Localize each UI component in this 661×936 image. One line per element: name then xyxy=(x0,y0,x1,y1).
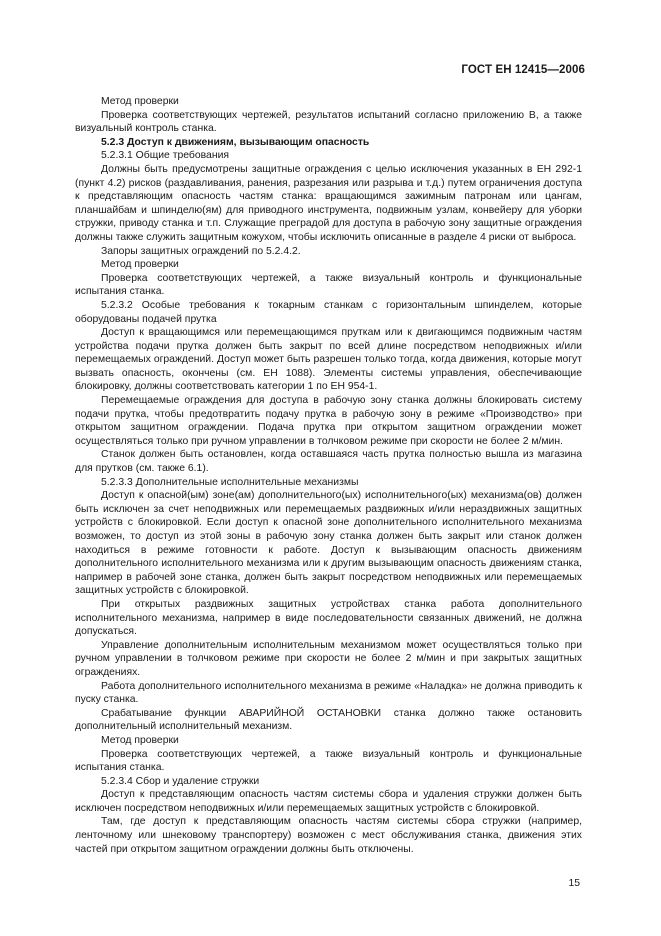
paragraph-p01: Метод проверки xyxy=(101,96,179,107)
paragraph-p07: Метод проверки xyxy=(101,259,179,271)
paragraph-p11: Перемещаемые ограждения для доступа в рабочую зону станка должны блокировать систему подачи прутка, чтобы предотвратить подачу прутка в рабочую зону в режиме «Производство» при открытом защитном ограждении. Подача прутка при открытом защитном ограждении может осуществляться только при ручном управлении в толчковом режиме при скорости не более 2 м/мин. xyxy=(75,395,582,447)
paragraph-p06: Запоры защитных ограждений по 5.2.4.2. xyxy=(101,245,301,257)
document-body xyxy=(75,95,582,856)
page-header-standard: ГОСТ ЕН 12415—2006 xyxy=(461,64,585,76)
paragraph-p22: Доступ к представляющим опасность частям системы сбора и удаления стружки должен быть исключен посредством неподвижных и/или перемещаемых защитных устройств с блокировкой. xyxy=(75,789,582,814)
paragraph-p12: Станок должен быть остановлен, когда оставшаяся часть прутка полностью вышла из магазина для прутков (см. также 6.1). xyxy=(75,449,582,475)
paragraph-p18: Срабатывание функции АВАРИЙНОЙ ОСТАНОВКИ станка должно также остановить дополнительный исполнительный механизм. xyxy=(75,707,582,733)
paragraph-p13: 5.2.3.3 Дополнительные исполнительные механизмы xyxy=(101,476,359,488)
paragraph-p14: Доступ к опасной(ым) зоне(ам) дополнительного(ых) исполнительного(ых) механизма(ов) должен быть исключен за счет неподвижных или перемещаемых раздвижных и/или нераздвижных защитных устройств с блокировкой. Если доступ к опасной зоне дополнительного исполнительного механизма возможен, то доступ из этой зоны в рабочую зону станка должен быть закрыт или станок должен находиться в режиме готовности к работе. Доступ к вызывающим опасность движениям дополнительного исполнительного механизма или к другим вызывающим опасность движениям станка, например в рабочей зоне станка, должен быть закрыт посредством неподвижных или перемещаемых защитных устройств с блокировкой. xyxy=(75,490,582,597)
paragraph-p08: Проверка соответствующих чертежей, а также визуальный контроль и функциональные испытания станка. xyxy=(75,272,582,298)
paragraph-p20: Проверка соответствующих чертежей, а также визуальный контроль и функциональные испытания станка. xyxy=(75,748,582,774)
page-number: 15 xyxy=(568,878,580,889)
paragraph-p19: Метод проверки xyxy=(101,734,179,746)
paragraph-p23: Там, где доступ к представляющим опасность частям системы сбора стружки (например, ленточному или шнековому транспортеру) возможен с мест обслуживания станка, движения этих частей при открытом защитном ограждении должны быть отключены. xyxy=(75,816,582,855)
paragraph-p10: Доступ к вращающимся или перемещающимся пруткам или к двигающимся подвижным частям устройства подачи прутка должен быть закрыт по всей длине посредством неподвижных и/или перемещаемых ограждений. Доступ может быть разрешен только тогда, когда движения, которые могут вызвать опасность, окончены (см. ЕН 1088). Элементы системы управления, обеспечивающие блокировку, должны соответствовать категории 1 по ЕН 954-1. xyxy=(75,327,582,393)
paragraph-p17: Работа дополнительного исполнительного механизма в режиме «Наладка» не должна приводить к пуску станка. xyxy=(75,680,582,706)
paragraph-p05: Должны быть предусмотрены защитные ограждения с целью исключения указанных в ЕН 292-1 (пункт 4.2) рисков (раздавливания, ранения, разрезания или разрыва и т.д.) путем ограничения доступа к представляющим опасность частям станка: вращающимся зажимным патронам или цангам, планшайбам и шпинделю(ям) для приводного инструмента, подвижным узлам, конвейеру для уборки стружки, приводу станка и т.п. Служащие преградой для доступа в рабочую зону защитные ограждения должны также служить защитным кожухом, чтобы исключить описанные в разделе 4 риски от выброса. xyxy=(75,163,582,243)
paragraph-p09: 5.2.3.2 Особые требования к токарным станкам с горизонтальным шпинделем, которые оборудованы подачей прутка xyxy=(75,299,582,325)
paragraph-p03: 5.2.3 Доступ к движениям, вызывающим опасность xyxy=(101,136,370,148)
paragraph-p15: При открытых раздвижных защитных устройствах станка работа дополнительного исполнительного механизма, например в виде последовательности связанных движений, не должна допускаться. xyxy=(75,598,582,638)
paragraph-p04: 5.2.3.1 Общие требования xyxy=(101,150,229,162)
paragraph-p16: Управление дополнительным исполнительным механизмом может осуществляться только при ручном управлении в толчковом режиме при скорости не более 2 м/мин и при закрытых защитных ограждениях. xyxy=(75,639,582,678)
paragraph-p02: Проверка соответствующих чертежей, результатов испытаний согласно приложению В, а также визуальный контроль станка. xyxy=(75,109,582,135)
paragraph-p21: 5.2.3.4 Сбор и удаление стружки xyxy=(101,775,260,787)
